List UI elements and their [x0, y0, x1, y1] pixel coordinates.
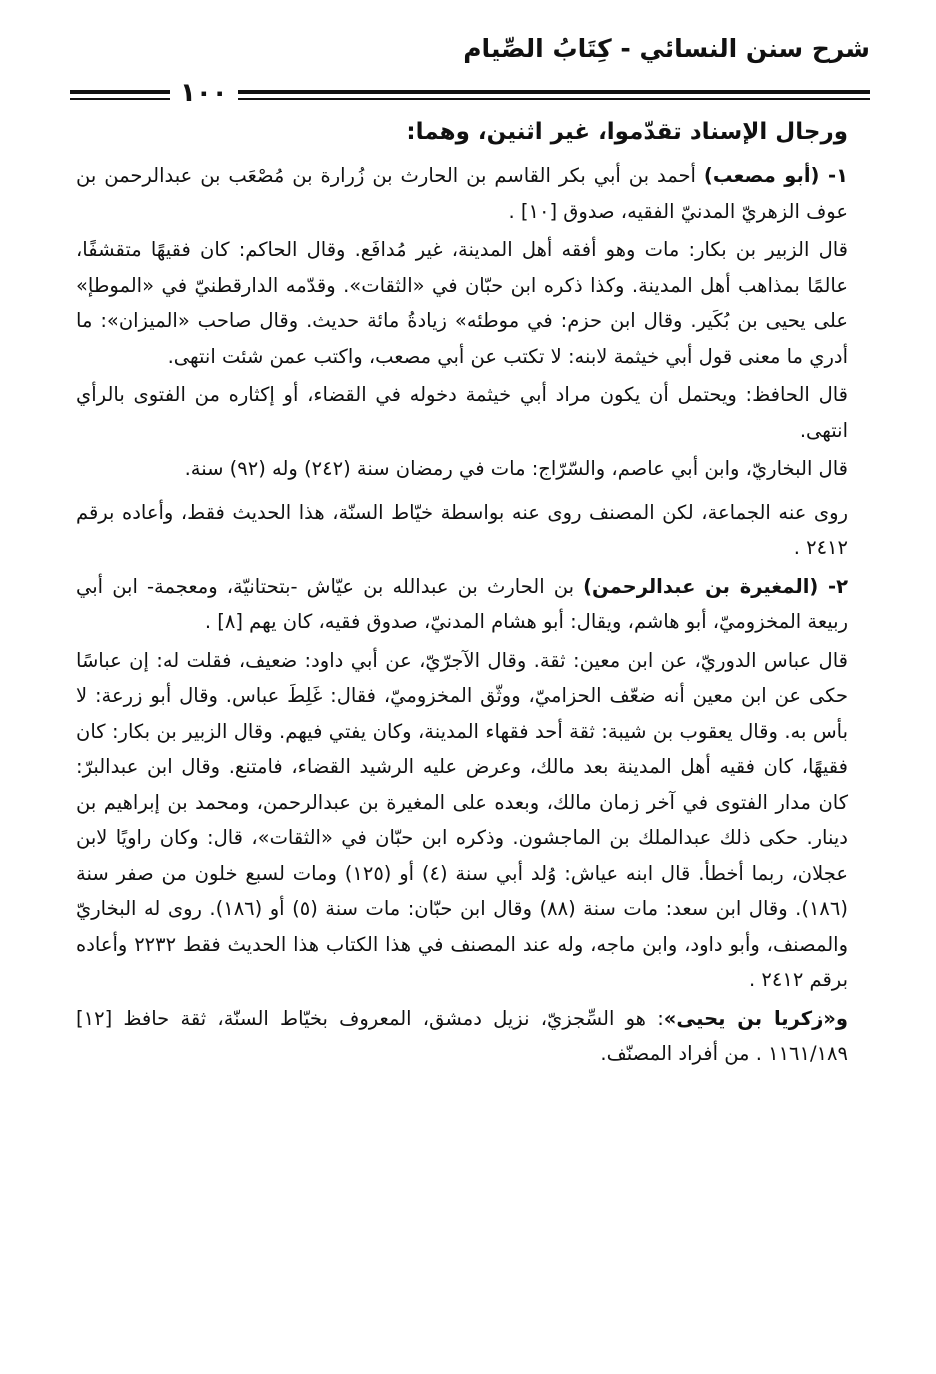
paragraph-narrator-1: [76, 158, 848, 229]
narrator-2-label: ٢- (المغيرة بن عبدالرحمن): [583, 574, 848, 598]
paragraph-narrator-3: [76, 1001, 848, 1072]
paragraph-narrator-2: [76, 569, 848, 640]
running-title: شرح سنن النسائي - كِتَابُ الصِّيام: [463, 34, 870, 63]
narrator-1-text: أحمد بن أبي بكر القاسم بن الحارث بن زُرارة بن مُصْعَب بن عبدالرحمن بن عوف الزهريّ المدنيّ الفقيه، صدوق [١٠] .: [76, 164, 848, 223]
intro-heading: ورجال الإسناد تقدّموا، غير اثنين، وهما:: [406, 119, 848, 145]
narrator-1-label: ١- (أبو مصعب): [703, 164, 848, 187]
paragraph-4: قال البخاريّ، وابن أبي عاصم، والسّرّاج: مات في رمضان سنة (٢٤٢) وله (٩٢) سنة.: [184, 457, 848, 480]
narrator-3-text: : هو السِّجزيّ، نزيل دمشق، المعروف بخيّاط السنّة، ثقة حافظ [١٢] ١١٦١/١٨٩ . من أفراد المصنّف.: [76, 1006, 848, 1065]
paragraph-3: قال الحافظ: ويحتمل أن يكون مراد أبي خيثمة دخوله في القضاء، أو إكثاره من الفتوى بالرأي انتهى.: [76, 383, 848, 442]
narrator-3-label: و«زكريا بن يحيى»: [663, 1006, 849, 1030]
page-number: ١٠٠: [170, 78, 238, 108]
paragraph-7: قال عباس الدوريّ، عن ابن معين: ثقة. وقال الآجرّيّ، عن أبي داود: ضعيف، فقلت له: إن عباسًا حكى عن ابن معين أنه ضعّف الحزاميّ، ووثّق المخزوميّ، فقال: غَلِطَ عباس. وقال أبو زرعة: لا بأس به. وقال يعقوب بن شيبة: ثقة أحد فقهاء المدينة، وكان يفتي فيهم. وقال الزبير بن بكار: كان فقيهًا، كان فقيه أهل المدينة بعد مالك، وعرض عليه الرشيد القضاء، فامتنع. وقال ابن عبدالبرّ: كان مدار الفتوى في آخر زمان مالك، وبعده على المغيرة بن عبدالرحمن، ومحمد بن إبراهيم بن دينار. حكى ذلك عبدالملك بن الماجشون. وذكره ابن حبّان في «الثقات»، قال: وكان راويًا لابن عجلان، ربما أخطأ. قال ابنه عياش: وُلد أبي سنة (٤) أو (١٢٥) ومات لسبع خلون من صفر سنة (١٨٦). وقال ابن سعد: مات سنة (٨٨) وقال ابن حبّان: مات سنة (٥) أو (١٨٦). روى له البخاريّ والمصنف، وأبو داود، وابن ماجه، وله عند المصنف في هذا الكتاب هذا الحديث فقط ٢٢٣٢ وأعاده برقم ٢٤١٢ .: [76, 648, 849, 991]
page-body: [76, 112, 848, 1072]
paragraph-5: روى عنه الجماعة، لكن المصنف روى عنه بواسطة خيّاط السنّة، هذا الحديث فقط، وأعاده برقم ٢٤١٢ .: [76, 500, 848, 559]
page-header: [70, 30, 870, 108]
paragraph-2: قال الزبير بن بكار: مات وهو أفقه أهل المدينة، غير مُدافَع. وقال الحاكم: كان فقيهًا متقشفًا، عالمًا بمذاهب أهل المدينة. وكذا ذكره ابن حبّان في «الثقات». وقدّمه الدارقطنيّ في «الموطإ» على يحيى بن بُكَير. وقال ابن حزم: في موطئه» زيادةُ مائة حديث. وقال صاحب «الميزان»: ما أدري ما معنى قول أبي خيثمة لابنه: لا تكتب عن أبي مصعب، واكتب عمن شئت انتهى.: [76, 238, 848, 368]
narrator-2-text: بن الحارث بن عبدالله بن عيّاش -بتحتانيّة، ومعجمة- ابن أبي ربيعة المخزوميّ، أبو هاشم، ويقال: أبو هشام المدنيّ، صدوق فقيه، كان يهم [٨] .: [76, 574, 848, 633]
